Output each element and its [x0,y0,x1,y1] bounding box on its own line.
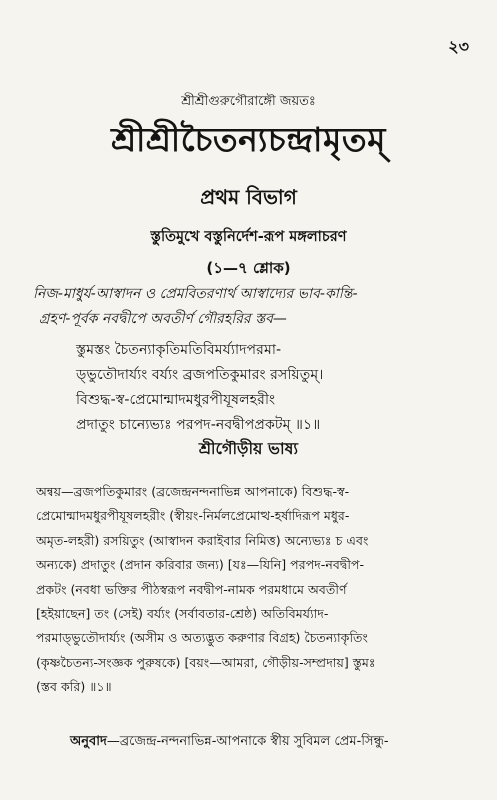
summary-line: গ্রহণ-পূর্বক নবদ্বীপে অবতীর্ণ গৌরহরির স্তব— [39,311,287,327]
verse-line: স্তুমস্তং চৈতন্যাকৃতিমতিবিমর্য্যাদপরমা- [76,342,282,358]
page-number: ২৩ [448,37,469,56]
summary-paragraph [33,282,467,332]
verse-range: (১—৭ শ্লোক) [206,259,291,277]
invocation-line: শ্রীশ্রীগুরুগৌরাঙ্গৌ জয়তঃ [181,94,316,109]
commentary-line: প্রকটং (নবধা ভক্তির পীঠস্বরূপ নবদ্বীপ-নামক পরমধামে অবতীর্ণ [36,581,347,597]
commentary-line: অন্বয়—ব্রজপতিকুমারং (ব্রজেন্দ্রনন্দনাভিন্ন আপনাকে) বিশুদ্ধ-স্ব- [36,484,350,499]
commentary-line: পরমাড্ভুতৌদার্য্যং (অসীম ও অত্যদ্ভুত করুণার বিগ্রহ) চৈতন্যাকৃতিং [36,630,368,646]
commentary-line: প্রেমোন্মাদমধুরপীযূষলহরীং (স্বীয়ং-নির্মলপ্রেমোত্থ-হর্ষাদিরূপ মধুর- [36,508,350,524]
sanskrit-verse [76,338,477,438]
translation-line [70,732,477,753]
verse-line: বিশুদ্ধ-স্ব-প্রেমোন্মাদমধুরপীযূষলহরীং [76,392,276,408]
commentary-line: (কৃষ্ণচৈতন্য-সংজ্ঞক পুরুষকে) [বয়ং—আমরা, গৌড়ীয়-সম্প্রদায়] স্তুমঃ [36,654,376,670]
main-title: শ্রীশ্রীচৈতন্যচন্দ্রামৃতম্ [111,120,386,159]
section-title: প্রথম বিভাগ [200,185,297,209]
verse-line: ড্ভুতৌদার্য্যং বর্য্যং ব্রজপতিকুমারং রসয়িতুম্। [76,367,324,383]
translation-lead: অনুবাদ [70,734,107,749]
commentary-paragraph [36,480,471,700]
commentary-line: অমৃত-লহরী) রসয়িতুং (আস্বাদন করাইবার নিমিত্ত) অন্যেভ্যঃ চ এবং [36,532,369,548]
summary-line: নিজ-মাধুর্য-আস্বাদন ও প্রেমবিতরণার্থ আস্বাদ্যের ভাব-কান্তি- [33,286,358,302]
commentary-line: [হইয়াছেন] তং (সেই) বর্য্যং (সর্বাবতার-শ্রেষ্ঠ) অতিবিমর্য্যাদ- [36,606,329,622]
bhashya-title: শ্রীগৌড়ীয় ভাষ্য [198,439,299,458]
commentary-line: (স্তব করি) ॥১॥ [36,679,112,695]
commentary-line: অন্যকে) প্রদাতুং (প্রদান করিবার জন্য) [যঃ—যিনি] পরপদ-নবদ্বীপ- [36,557,365,573]
translation-text: —ব্রজেন্দ্র-নন্দনাভিন্ন-আপনাকে স্বীয় সুবিমল প্রেম-সিন্ধু- [106,734,389,749]
subtitle: স্তুতিমুখে বস্তুনির্দেশ-রূপ মঙ্গলাচরণ [150,229,347,245]
verse-line: প্রদাতুং চান্যেভ্যঃ পরপদ-নবদ্বীপপ্রকটম্ ॥১॥ [76,417,321,433]
